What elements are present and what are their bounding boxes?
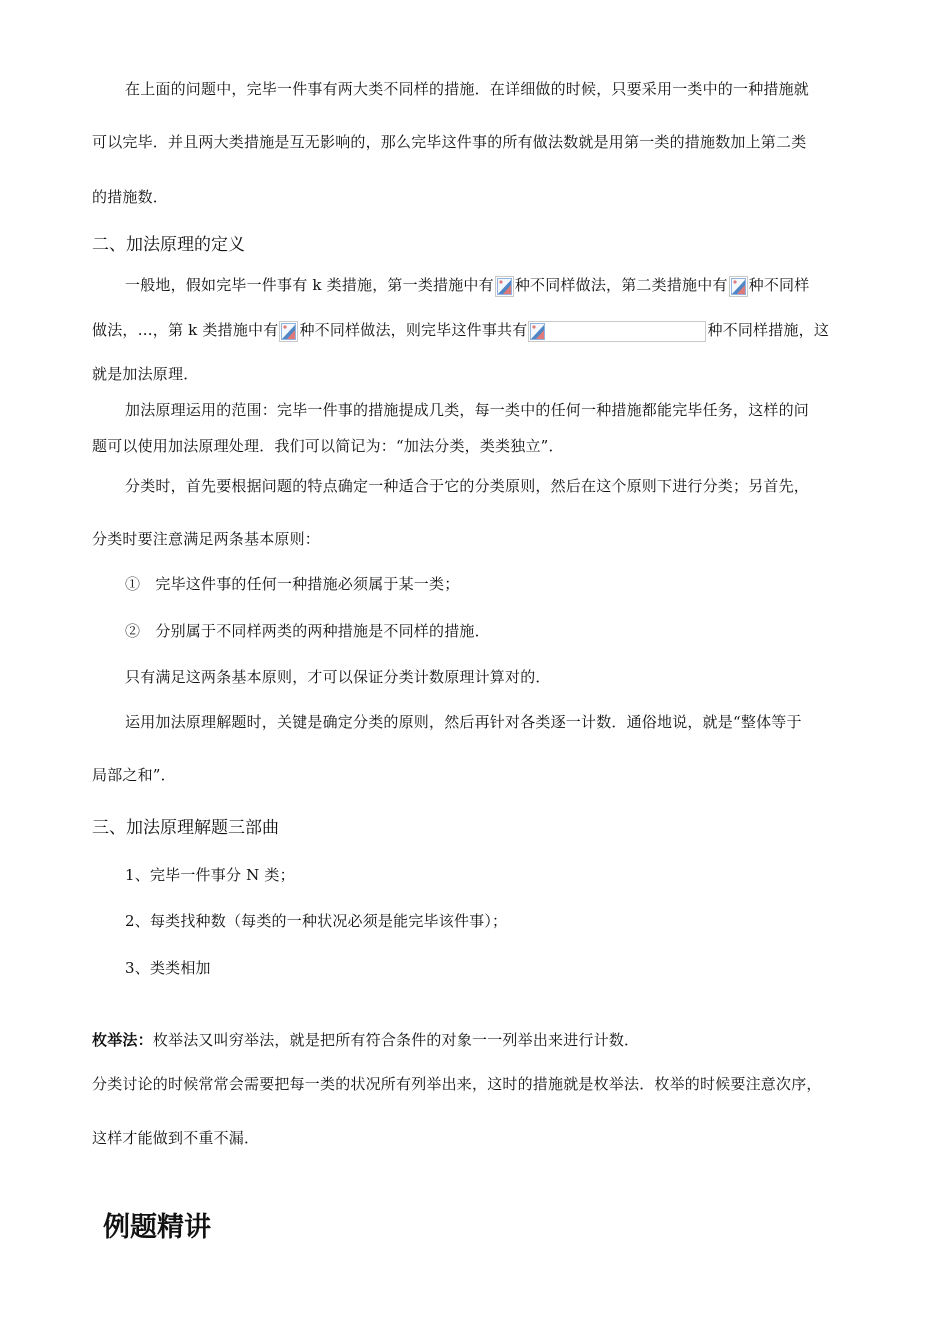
formula-image-icon — [495, 276, 514, 297]
definition-text: 种不同样措施，这 — [707, 321, 830, 339]
classify-line-2: 分类时要注意满足两条基本原则： — [92, 530, 321, 548]
scope-line-2: 题可以使用加法原理处理．我们可以简记为：“加法分类，类类独立”． — [92, 437, 564, 455]
definition-line-3: 就是加法原理． — [92, 365, 199, 383]
only-line: 只有满足这两条基本原则，才可以保证分类计数原理计算对的． — [125, 668, 551, 686]
enum-line-1 — [92, 1029, 639, 1050]
definition-text: 种不同样做法，则完毕这件事共有 — [299, 321, 528, 339]
enum-line-2: 分类讨论的时候常常会需要把每一类的状况所有列举出来，这时的措施就是枚举法．枚举的时候要注意次序， — [92, 1075, 822, 1093]
definition-line-1 — [125, 274, 809, 297]
apply-line-1: 运用加法原理解题时，关键是确定分类的原则，然后再针对各类逐一计数．通俗地说，就是“整体等于 — [125, 713, 802, 731]
formula-image-icon — [528, 321, 706, 342]
intro-line-2: 可以完毕．并且两大类措施是互无影响的，那么完毕这件事的所有做法数就是用第一类的措施数加上第二类 — [92, 133, 807, 151]
step-2: 2、每类找种数（每类的一种状况必须是能完毕该件事）； — [125, 912, 508, 930]
definition-text: 一般地，假如完毕一件事有 k 类措施，第一类措施中有 — [125, 276, 494, 294]
step-1: 1、完毕一件事分 N 类； — [125, 866, 295, 884]
intro-line-1: 在上面的问题中，完毕一件事有两大类不同样的措施．在详细做的时候，只要采用一类中的一种措施就 — [125, 80, 810, 98]
section-heading-steps: 三、加法原理解题三部曲 — [92, 818, 279, 838]
definition-text: 种不同样做法，第二类措施中有 — [514, 276, 728, 294]
section-heading-definition: 二、加法原理的定义 — [92, 235, 245, 255]
definition-line-2 — [92, 319, 829, 342]
enum-line-3: 这样才能做到不重不漏． — [92, 1129, 260, 1147]
rule-1: ① 完毕这件事的任何一种措施必须属于某一类； — [125, 575, 460, 593]
definition-text: 做法，…，第 k 类措施中有 — [92, 321, 279, 339]
intro-line-3: 的措施数． — [92, 188, 169, 206]
enum-text: 枚举法又叫穷举法，就是把所有符合条件的对象一一列举出来进行计数． — [152, 1031, 640, 1049]
classify-line-1: 分类时，首先要根据问题的特点确定一种适合于它的分类原则，然后在这个原则下进行分类；另首先， — [125, 477, 810, 495]
examples-title: 例题精讲 — [103, 1212, 211, 1243]
enum-label: 枚举法： — [92, 1031, 153, 1049]
formula-image-icon — [729, 276, 748, 297]
rule-2: ② 分别属于不同样两类的两种措施是不同样的措施． — [125, 622, 490, 640]
apply-line-2: 局部之和”． — [92, 766, 176, 784]
definition-text: 种不同样 — [748, 276, 810, 294]
scope-line-1: 加法原理运用的范围：完毕一件事的措施提成几类，每一类中的任何一种措施都能完毕任务，这样的问 — [125, 401, 810, 419]
step-3: 3、类类相加 — [125, 959, 211, 977]
formula-image-icon — [279, 321, 298, 342]
